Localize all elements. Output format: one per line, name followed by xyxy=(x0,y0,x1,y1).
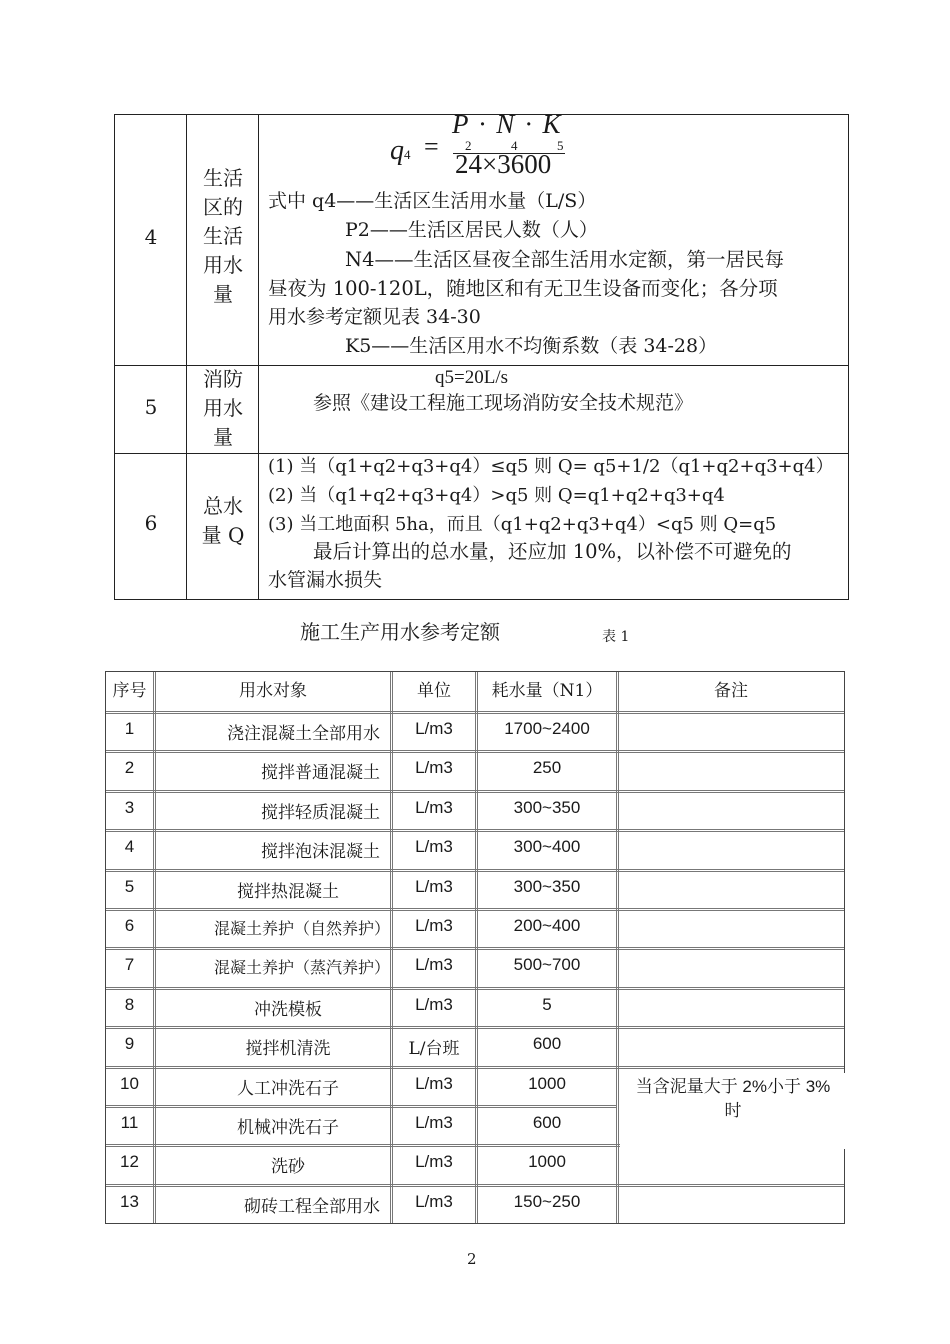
consumption-cell: 600 xyxy=(532,1113,562,1132)
consumption-cell: 250 xyxy=(532,758,562,778)
row-divider xyxy=(106,1066,844,1069)
water-object-cell: 浇注混凝土全部用水 xyxy=(227,724,380,744)
row-number-cell: 2 xyxy=(124,758,135,778)
text-line: 水管漏水损失 xyxy=(268,569,383,591)
header-cell: 序号 xyxy=(112,681,147,701)
consumption-cell: 600 xyxy=(532,1034,562,1054)
water-object-cell: 搅拌轻质混凝土 xyxy=(261,802,380,823)
table-label: 表 1 xyxy=(602,629,630,645)
header-cell: 用水对象 xyxy=(239,681,307,701)
row-number-cell: 4 xyxy=(124,837,135,857)
water-object-cell: 洗砂 xyxy=(271,1157,305,1178)
water-object-cell: 搅拌普通混凝土 xyxy=(261,763,380,784)
consumption-cell: 1700~2400 xyxy=(504,719,590,738)
formula-denominator: 24×3600 xyxy=(455,149,552,179)
row-number-cell: 5 xyxy=(124,876,135,896)
text-line: (3) 当工地面积 5ha，而且（q1+q2+q3+q4）<q5 则 Q=q5 xyxy=(268,514,777,535)
unit-cell: L/m3 xyxy=(415,955,453,975)
row-divider xyxy=(106,750,844,753)
water-quota-table xyxy=(105,671,845,1224)
row-divider xyxy=(106,1026,844,1029)
water-object-cell: 搅拌热混凝土 xyxy=(237,881,339,902)
water-object-cell: 砌砖工程全部用水 xyxy=(244,1196,380,1217)
unit-cell: L/m3 xyxy=(415,837,453,857)
page-number: 2 xyxy=(467,1250,477,1268)
consumption-cell: 150~250 xyxy=(513,1191,581,1211)
water-object-cell: 机械冲洗石子 xyxy=(237,1118,339,1138)
text-line: K5——生活区用水不均衡系数（表 34-28） xyxy=(345,335,718,357)
row-number-cell: 13 xyxy=(120,1191,139,1211)
water-object-cell: 混凝土养护（自然养护） xyxy=(213,919,390,938)
row-divider xyxy=(106,829,844,832)
row-label: 总水 量 Q xyxy=(201,494,245,547)
row-number-cell: 1 xyxy=(124,719,135,738)
row-label: 消防 用水 量 xyxy=(203,367,243,449)
consumption-cell: 1000 xyxy=(528,1152,566,1172)
row-divider xyxy=(106,790,844,793)
text-line: 昼夜为 100-120L，随地区和有无卫生设备而变化；各分项 xyxy=(268,277,778,300)
text-line: (2) 当（q1+q2+q3+q4）>q5 则 Q=q1+q2+q3+q4 xyxy=(268,485,725,506)
consumption-cell: 1000 xyxy=(528,1073,566,1093)
formula-equals: = xyxy=(424,132,439,161)
row-number-cell: 3 xyxy=(124,797,135,817)
formula-sub-k: 5 xyxy=(557,138,564,153)
formula-numerator: P · N · K xyxy=(452,109,563,139)
row-number-cell: 7 xyxy=(124,955,135,975)
text-line: (1) 当（q1+q2+q3+q4）≤q5 则 Q= q5+1/2（q1+q2+q3+q4） xyxy=(268,456,834,477)
text-line: 最后计算出的总水量，还应加 10%，以补偿不可避免的 xyxy=(313,540,792,563)
row-divider xyxy=(106,908,844,911)
water-object-cell: 搅拌机清洗 xyxy=(245,1039,331,1060)
text-line: 用水参考定额见表 34-30 xyxy=(268,306,481,328)
formula-table xyxy=(114,109,849,600)
unit-cell: L/m3 xyxy=(415,797,453,817)
header-cell: 备注 xyxy=(714,681,748,701)
unit-cell: L/台班 xyxy=(408,1039,460,1060)
row-divider xyxy=(106,869,844,872)
row-divider xyxy=(106,1105,616,1108)
text-line: 式中 q4——生活区生活用水量（L/S） xyxy=(268,190,597,212)
row-number: 4 xyxy=(144,225,158,249)
row-number-cell: 8 xyxy=(124,994,135,1014)
row-number: 5 xyxy=(144,395,158,419)
consumption-cell: 5 xyxy=(542,994,552,1014)
section-title: 施工生产用水参考定额 xyxy=(300,620,500,644)
row-number: 6 xyxy=(144,511,158,535)
water-object-cell: 人工冲洗石子 xyxy=(237,1078,339,1099)
unit-cell: L/m3 xyxy=(415,1113,453,1132)
formula-sub-n: 4 xyxy=(511,138,518,153)
text-line: P2——生活区居民人数（人） xyxy=(345,219,598,241)
text-line: q5=20L/s xyxy=(435,367,508,388)
text-line: 参照《建设工程施工现场消防安全技术规范》 xyxy=(313,392,694,414)
row-divider xyxy=(106,987,844,990)
row-number-cell: 9 xyxy=(124,1034,135,1054)
unit-cell: L/m3 xyxy=(415,1073,453,1093)
row-number-cell: 11 xyxy=(120,1113,139,1132)
text-line: N4——生活区昼夜全部生活用水定额，第一居民每 xyxy=(345,248,784,271)
row-number-cell: 12 xyxy=(120,1152,139,1172)
unit-cell: L/m3 xyxy=(415,876,453,896)
consumption-cell: 300~350 xyxy=(513,797,581,817)
row-number-cell: 6 xyxy=(124,916,135,935)
consumption-cell: 200~400 xyxy=(513,916,581,935)
row-label: 生活 区的 生活 用水 量 xyxy=(203,166,243,306)
formula-lhs: q4 xyxy=(390,135,411,166)
consumption-cell: 500~700 xyxy=(513,955,581,975)
unit-cell: L/m3 xyxy=(415,1152,453,1172)
unit-cell: L/m3 xyxy=(415,994,453,1014)
water-object-cell: 混凝土养护（蒸汽养护） xyxy=(213,958,390,978)
water-object-cell: 搅拌泡沫混凝土 xyxy=(261,842,380,863)
consumption-cell: 300~350 xyxy=(513,876,581,896)
unit-cell: L/m3 xyxy=(415,758,453,778)
unit-cell: L/m3 xyxy=(415,916,453,935)
unit-cell: L/m3 xyxy=(415,1191,453,1211)
water-object-cell: 冲洗模板 xyxy=(254,999,322,1020)
row-divider xyxy=(106,947,844,950)
header-cell: 耗水量（N1） xyxy=(491,681,603,701)
formula-sub-p: 2 xyxy=(465,138,472,153)
consumption-cell: 300~400 xyxy=(513,837,581,857)
header-cell: 单位 xyxy=(417,681,451,701)
unit-cell: L/m3 xyxy=(415,719,453,738)
row-divider xyxy=(106,1184,844,1187)
row-divider xyxy=(106,711,844,714)
merged-note: 当含泥量大于 2%小于 3% 时 xyxy=(620,1073,846,1149)
row-number-cell: 10 xyxy=(120,1073,139,1093)
